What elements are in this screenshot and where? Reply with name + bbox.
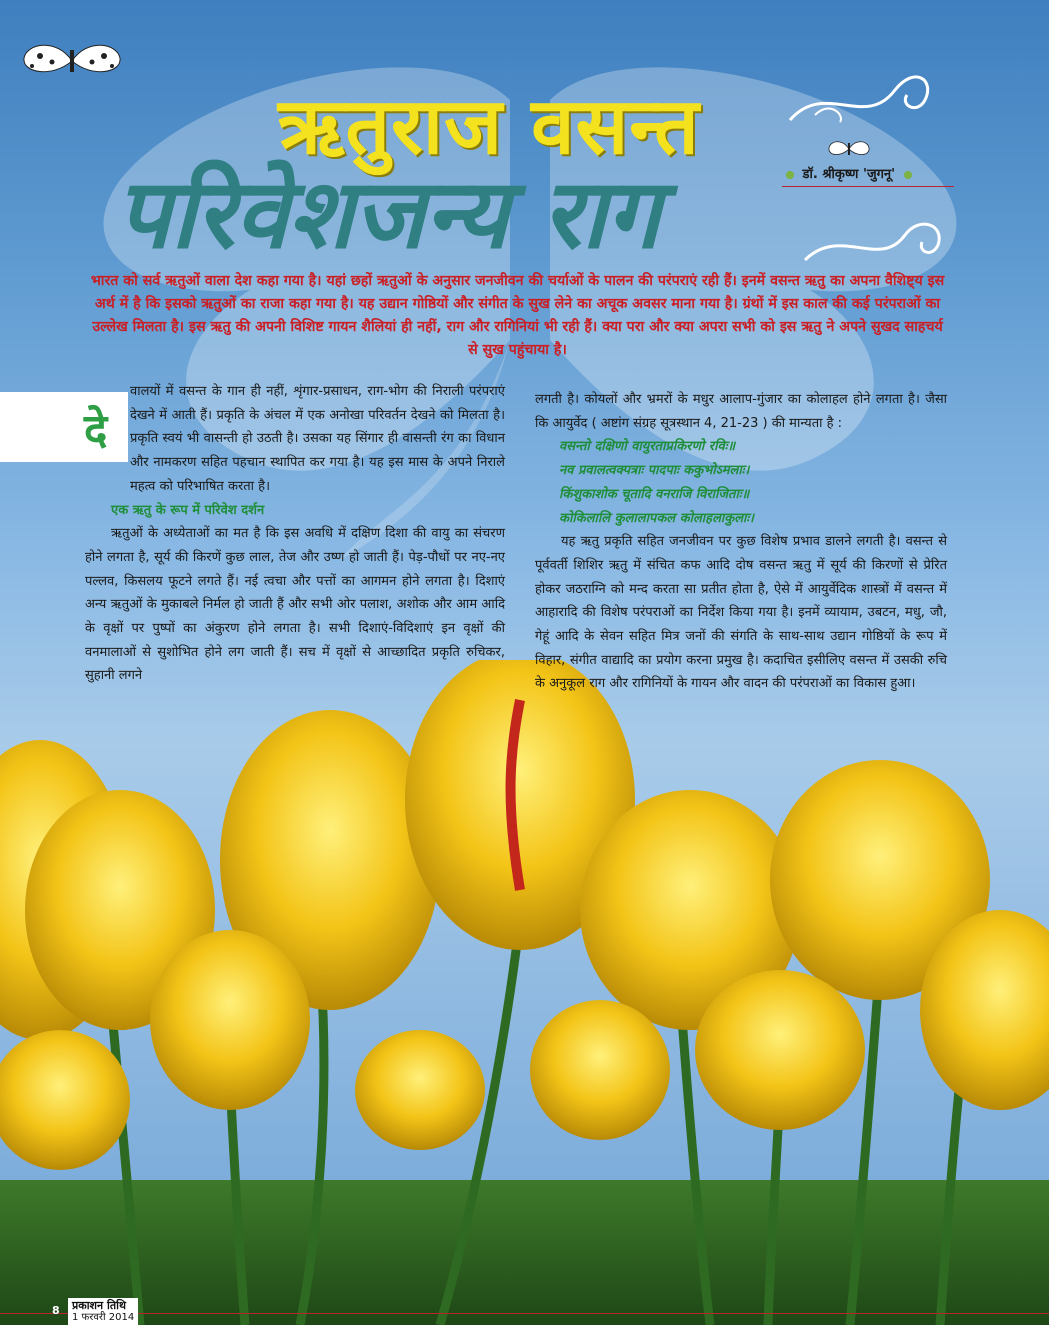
title-line-1: ऋतुराज वसन्त: [278, 82, 700, 172]
article-column-1: [85, 380, 505, 688]
publication-box: [68, 1298, 138, 1325]
page-number: 8: [52, 1304, 60, 1317]
dropcap: दे: [84, 405, 108, 456]
sanskrit-verse: नव प्रवालत्वक्पत्राः पादपाः ककुभोऽमलाः।: [559, 463, 750, 479]
sanskrit-verse: किंशुकाशोक चूतादि वनराजि विराजिताः॥: [559, 486, 750, 502]
publication-title: प्रकाशन तिथि: [72, 1299, 126, 1312]
author-byline: [782, 164, 954, 187]
column1-paragraph-2: ऋतुओं के अध्येताओं का मत है कि इस अवधि में दक्षिण दिशा की वायु का संचरण होने लगता है, सूर्य की किरणें कुछ लाल, तेज और उष्ण हो जाती हैं। पेड़-पौधों पर नए-नए पल्लव, किसलय फूटने लगते हैं। नई त्वचा और पत्तों का आगमन होने लगता है। दिशाएं अन्य ऋतुओं के मुकाबले निर्मल हो जाती हैं और सभी ओर पलाश, अशोक और आम आदि के वृक्षों पर पुष्पों का अंकुरण होने लगता है। सभी दिशाएं-विदिशाएं इन वृक्षों की वनमालाओं से सुशोभित होने लग जाती हैं। सच में वृक्षों से आच्छादित प्रकृति रुचिकर, सुहानी लगने: [85, 526, 505, 684]
bullet-icon: [904, 171, 912, 179]
author-name: डॉ. श्रीकृष्ण 'जुगनू': [802, 167, 896, 182]
section-subheading: एक ऋतु के रूप में परिवेश दर्शन: [111, 502, 265, 518]
title-line-2: परिवेशजन्य राग: [116, 158, 661, 270]
tulip-field-image: [0, 660, 1049, 1325]
column2-paragraph-2: यह ऋतु प्रकृति सहित जनजीवन पर कुछ विशेष प्रभाव डालने लगती है। वसन्त से पूर्ववर्ती शिशिर ऋतु में संचित कफ आदि दोष वसन्त ऋतु में सूर्य की किरणों से प्रेरित होकर जठराग्नि को मन्द करता सा प्रतीत होता है, ऐसे में आयुर्वेदिक शास्त्रों में वसन्त में आहारादि की विशेष परंपराओं का निर्देश किया गया है। इनमें व्यायाम, उबटन, मधु, जौ, गेहूं आदि के सेवन सहित मित्र जनों की संगति के साथ-साथ उद्यान गोष्ठियों के रूप में विहार, संगीत वाद्यादि का प्रयोग करना प्रमुख है। कदाचित इसीलिए वसन्त में उसकी रुचि के अनुकूल राग और रागिनियों के गायन और वादन की परंपराओं का विकास हुआ।: [535, 534, 947, 692]
page-footer: [0, 1300, 1049, 1325]
bullet-icon: [786, 171, 794, 179]
sanskrit-verse: कोकिलालि कुलालापकल कोलाहलाकुलाः।: [559, 510, 754, 526]
publication-date: 1 फरवरी 2014: [72, 1312, 135, 1323]
article-column-2: [535, 388, 947, 696]
butterfly-icon: [22, 38, 122, 84]
sanskrit-verse: वसन्तो दक्षिणो वायुरताप्रकिरणो रविः॥: [559, 439, 736, 455]
footer-rule: [0, 1313, 1049, 1314]
swirl-ornament-top: [785, 60, 945, 130]
swirl-ornament-bottom: [800, 210, 950, 270]
intro-paragraph: भारत को सर्व ऋतुओं वाला देश कहा गया है। यहां छहों ऋतुओं के अनुसार जनजीवन की चर्याओं के पालन की परंपराएं रही हैं। इनमें वसन्त ऋतु का अपना वैशिष्ट्य इस अर्थ में है कि इसको ऋतुओं का राजा कहा गया है। यह उद्यान गोष्ठियों और संगीत के सुख लेने का अचूक अवसर माना गया है। ग्रंथों में इस काल की कई परंपराओं का उल्लेख मिलता है। इस ऋतु की अपनी विशिष्ट गायन शैलियां ही नहीं, राग और रागिनियां भी रही हैं। क्या परा और क्या अपरा सभी को इस ऋतु ने अपने सुखद साहचर्य से सुख पहुंचाया है।: [90, 273, 945, 358]
column2-paragraph-1: लगती है। कोयलों और भ्रमरों के मधुर आलाप-गुंजार का कोलाहल होने लगता है। जैसा कि आयुर्वेद ( अष्टांग संग्रह सूत्रस्थान 4, 21-23 ) की मान्यता है :: [535, 392, 947, 431]
column1-paragraph-1: वालयों में वसन्त के गान ही नहीं, शृंगार-प्रसाधन, राग-भोग की निराली परंपराएं देखने में आती हैं। प्रकृति के अंचल में एक अनोखा परिवर्तन देखने को मिलता है। प्रकृति स्वयं भी वासन्ती हो उठती है। उसका यह सिंगार ही वासन्ती रंग का विधान और नामकरण सहित पहचान स्थापित कर गया है। यह इस मास के अपने निराले महत्व को परिभाषित करता है।: [130, 384, 505, 494]
small-butterfly-icon: [828, 138, 870, 160]
